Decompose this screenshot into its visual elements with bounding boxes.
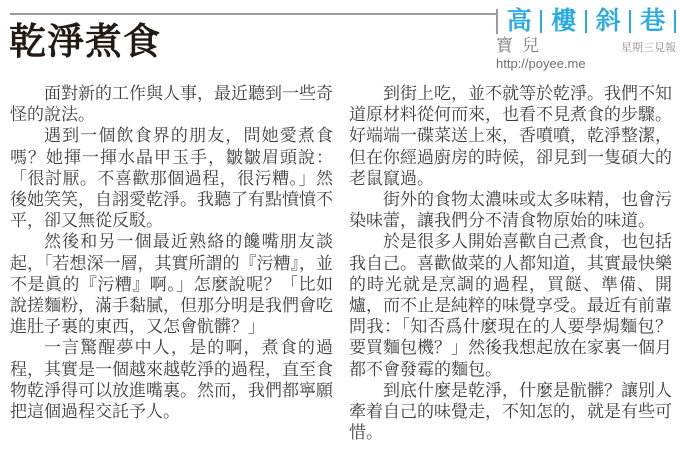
paragraph: 到街上吃，並不就等於乾淨。我們不知道原材料從何而來，也看不見煮食的步驟。好端端一碟菜送上來，香噴噴，乾淨整潔，但在你經過廚房的時候，卻見到一隻碩大的老鼠竄過。	[349, 84, 672, 188]
column-name-char: 樓	[551, 6, 577, 35]
paragraph: 然後和另一個最近熟絡的饞嘴朋友談起，「若想深一層，其實所謂的『污糟』，並不是眞的『污糟』啊。」怎麼說呢？「比如說搓麵粉，滿手黏膩，但那分明是我們會吃進肚子裏的東西，又怎會骯髒？」	[10, 232, 333, 337]
left-column	[10, 83, 333, 443]
article-body	[10, 83, 672, 443]
paragraph: 街外的食物太濃味或太多味精，也會污染味蕾，讓我們分不清食物原始的味道。	[349, 190, 672, 231]
header-rule	[10, 13, 497, 15]
right-column	[349, 83, 672, 443]
column-name-char: 高	[506, 6, 532, 35]
author-url: http://poyee.me	[496, 55, 586, 71]
divider-bar-icon	[496, 9, 498, 34]
column-name	[496, 7, 676, 35]
paragraph: 於是很多人開始喜歡自己煮食，也包括我自己。喜歡做菜的人都知道，其實最快樂的時光就是烹調的過程，買餸、準備、開爐，而不止是純粹的味覺享受。最近有前輩問我：「知否爲什麼現在的人要學焗麵包？要買麵包機？」然後我想起放在家裏一個月都不會發霉的麵包。	[349, 232, 672, 379]
paragraph: 遇到一個飲食界的朋友，問她愛煮食嗎？她揮一揮水晶甲玉手，皺皺眉頭說：「很討厭。不喜歡那個過程，很污糟。」然後她笑笑，自詡愛乾淨。我聽了有點憤憤不平，卻又無從反駁。	[10, 126, 333, 231]
paragraph: 面對新的工作與人事，最近聽到一些奇怪的說法。	[10, 84, 333, 125]
divider-bar-icon	[585, 10, 587, 33]
divider-bar-icon	[629, 10, 631, 33]
column-name-char: 斜	[595, 6, 621, 35]
paragraph: 一言驚醒夢中人，是的啊，煮食的過程，其實是一個越來越乾淨的過程，直至食物乾淨得可以放進嘴裏。然而，我們都寧願把這個過程交託予人。	[10, 338, 333, 422]
masthead-meta	[496, 37, 676, 56]
column-name-char: 巷	[640, 6, 666, 35]
divider-bar-icon	[540, 10, 542, 33]
divider-bar-icon	[674, 10, 676, 33]
publish-day: 星期三見報	[621, 42, 676, 54]
paragraph: 到底什麼是乾淨，什麼是骯髒？讓別人牽着自己的味覺走，不知怎的，就是有些可惜。	[349, 380, 672, 443]
author-name: 寶兒	[496, 36, 548, 55]
column-masthead	[496, 7, 676, 72]
article-title: 乾淨煮食	[9, 21, 161, 62]
